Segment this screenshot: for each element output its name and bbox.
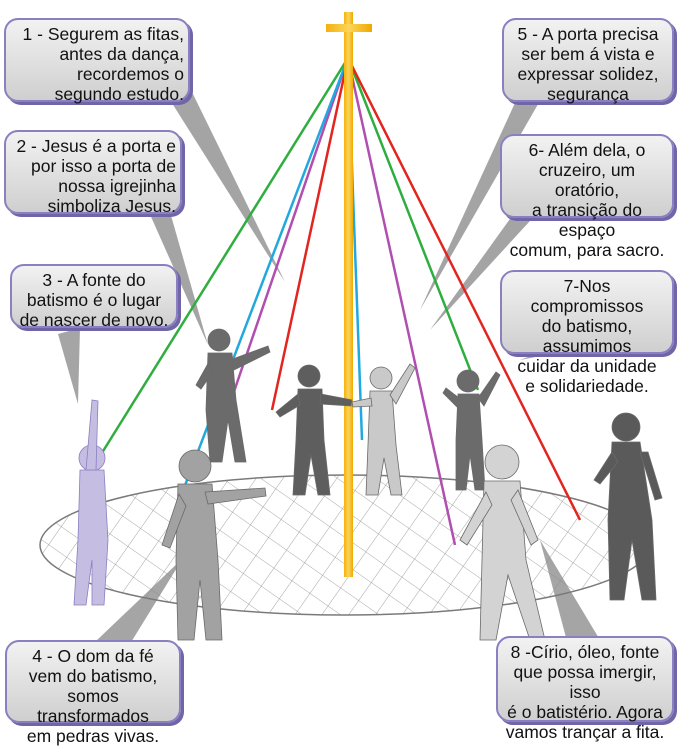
- caption-bubble-4: 4 - O dom da fé vem do batismo, somos transformados em pedras vivas.: [5, 640, 181, 723]
- ribbon-magenta-right: [348, 58, 455, 545]
- caption-bubble-6: 6- Além dela, o cruzeiro, um oratório, a transição do espaço comum, para sacro.: [500, 134, 674, 218]
- ribbon-red-left: [272, 58, 348, 410]
- ribbon-green-center: [348, 58, 478, 390]
- caption-bubble-7: 7-Nos compromissos do batismo, assumimos cuidar da unidade e solidariedade.: [500, 270, 674, 354]
- caption-bubble-1: 1 - Segurem as fitas, antes da dança, recordemos o segundo estudo.: [4, 18, 190, 102]
- caption-bubble-8: 8 -Círio, óleo, fonte que possa imergir, isso é o batistério. Agora vamos trançar a fita.: [496, 636, 674, 722]
- figure-back-left: [196, 329, 270, 462]
- caption-bubble-5: 5 - A porta precisa ser bem á vista e expressar solidez, segurança: [502, 18, 674, 102]
- caption-bubble-2: 2 - Jesus é a porta e por isso a porta de nossa igrejinha simboliza Jesus.: [4, 130, 182, 214]
- caption-bubble-3: 3 - A fonte do batismo é o lugar de nascer de novo.: [10, 264, 178, 328]
